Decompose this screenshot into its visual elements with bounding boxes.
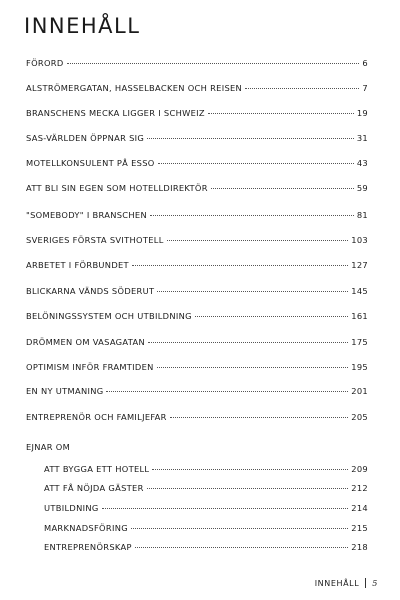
toc-entry-page-number: 59 [356,183,368,193]
dot-leader [150,215,354,216]
dot-leader [131,528,348,529]
toc-entry-label: ALSTRÖMERGATAN, HASSELBACKEN OCH REISEN [26,83,243,93]
footer-label: INNEHÅLL [314,578,360,588]
dot-leader [67,63,360,64]
toc-entry-page-number: 212 [351,483,368,493]
toc-entry-page-number: 43 [356,158,368,168]
dot-leader [195,316,348,317]
toc-entry-label: ARBETET I FÖRBUNDET [26,260,129,270]
toc-entry [26,209,368,221]
page-title: INNEHÅLL [24,14,141,38]
toc-entry-page-number: 175 [351,337,368,347]
toc-subentry [44,463,368,475]
toc-entry-label: BRANSCHENS MECKA LIGGER I SCHWEIZ [26,108,205,118]
table-of-contents [26,0,370,600]
toc-entry-label: ATT BYGGA ETT HOTELL [44,464,150,474]
toc-entry [26,132,368,144]
dot-leader [147,138,354,139]
dot-leader [132,265,348,266]
toc-entry-label: BELÖNINGSSYSTEM OCH UTBILDNING [26,311,192,321]
toc-entry-page-number: 218 [351,542,368,552]
dot-leader [106,391,348,392]
toc-entry-page-number: 215 [351,523,368,533]
dot-leader [157,291,348,292]
page-footer [315,578,378,588]
toc-entry-label: BLICKARNA VÄNDS SÖDERUT [26,286,155,296]
dot-leader [158,163,354,164]
dot-leader [152,469,348,470]
toc-entry-label: ENTREPRENÖRSKAP [44,542,132,552]
dot-leader [147,488,349,489]
toc-entry-page-number: 209 [351,464,368,474]
toc-entry-page-number: 19 [356,108,368,118]
toc-entry-label: DRÖMMEN OM VASAGATAN [26,337,145,347]
toc-entry [26,182,368,194]
toc-entry-label: SAS-VÄRLDEN ÖPPNAR SIG [26,133,145,143]
toc-entry-label: FÖRORD [26,58,64,68]
toc-entry-page-number: 6 [362,58,368,68]
toc-entry [26,107,368,119]
dot-leader [167,240,349,241]
toc-entry [26,259,368,271]
footer-separator [365,578,366,588]
toc-entry-page-number: 214 [351,503,368,513]
toc-entry-label: ENTREPRENÖR OCH FAMILJEFAR [26,412,167,422]
toc-entry-label: MARKNADSFÖRING [44,523,128,533]
toc-entry-page-number: 161 [351,311,368,321]
toc-entry-label: UTBILDNING [44,503,99,513]
toc-entry-page-number: 195 [351,362,368,372]
toc-entry-page-number: 145 [351,286,368,296]
toc-entry [26,310,368,322]
toc-entry-page-number: 201 [351,386,368,396]
toc-entry-label: ATT BLI SIN EGEN SOM HOTELLDIREKTÖR [26,183,208,193]
dot-leader [135,547,348,548]
dot-leader [208,113,354,114]
toc-subentry [44,541,368,553]
toc-entry-page-number: 103 [351,235,368,245]
toc-subentry [44,522,368,534]
dot-leader [157,367,349,368]
toc-entry-page-number: 81 [356,210,368,220]
toc-entry [26,57,368,69]
toc-entry-label: "SOMEBODY" I BRANSCHEN [26,210,147,220]
toc-entry-label: EN NY UTMANING [26,386,104,396]
toc-entry [26,385,368,397]
toc-entry-page-number: 7 [362,83,368,93]
toc-entry-label: ATT FÅ NÖJDA GÄSTER [44,483,144,493]
toc-subentry [44,502,368,514]
footer-page-number: 5 [372,578,378,588]
toc-entry [26,157,368,169]
section-heading: EJNAR OM [26,442,71,452]
toc-entry-page-number: 205 [351,412,368,422]
toc-entry [26,361,368,373]
toc-entry [26,234,368,246]
toc-entry-page-number: 31 [356,133,368,143]
toc-subentry [44,482,368,494]
toc-entry [26,285,368,297]
dot-leader [102,508,349,509]
toc-entry-label: OPTIMISM INFÖR FRAMTIDEN [26,362,154,372]
toc-entry [26,82,368,94]
toc-entry [26,411,368,423]
toc-entry-label: MOTELLKONSULENT PÅ ESSO [26,158,155,168]
dot-leader [170,417,349,418]
dot-leader [211,188,354,189]
dot-leader [245,88,359,89]
toc-entry-label: SVERIGES FÖRSTA SVITHOTELL [26,235,164,245]
toc-entry-page-number: 127 [351,260,368,270]
toc-entry [26,336,368,348]
dot-leader [148,342,348,343]
